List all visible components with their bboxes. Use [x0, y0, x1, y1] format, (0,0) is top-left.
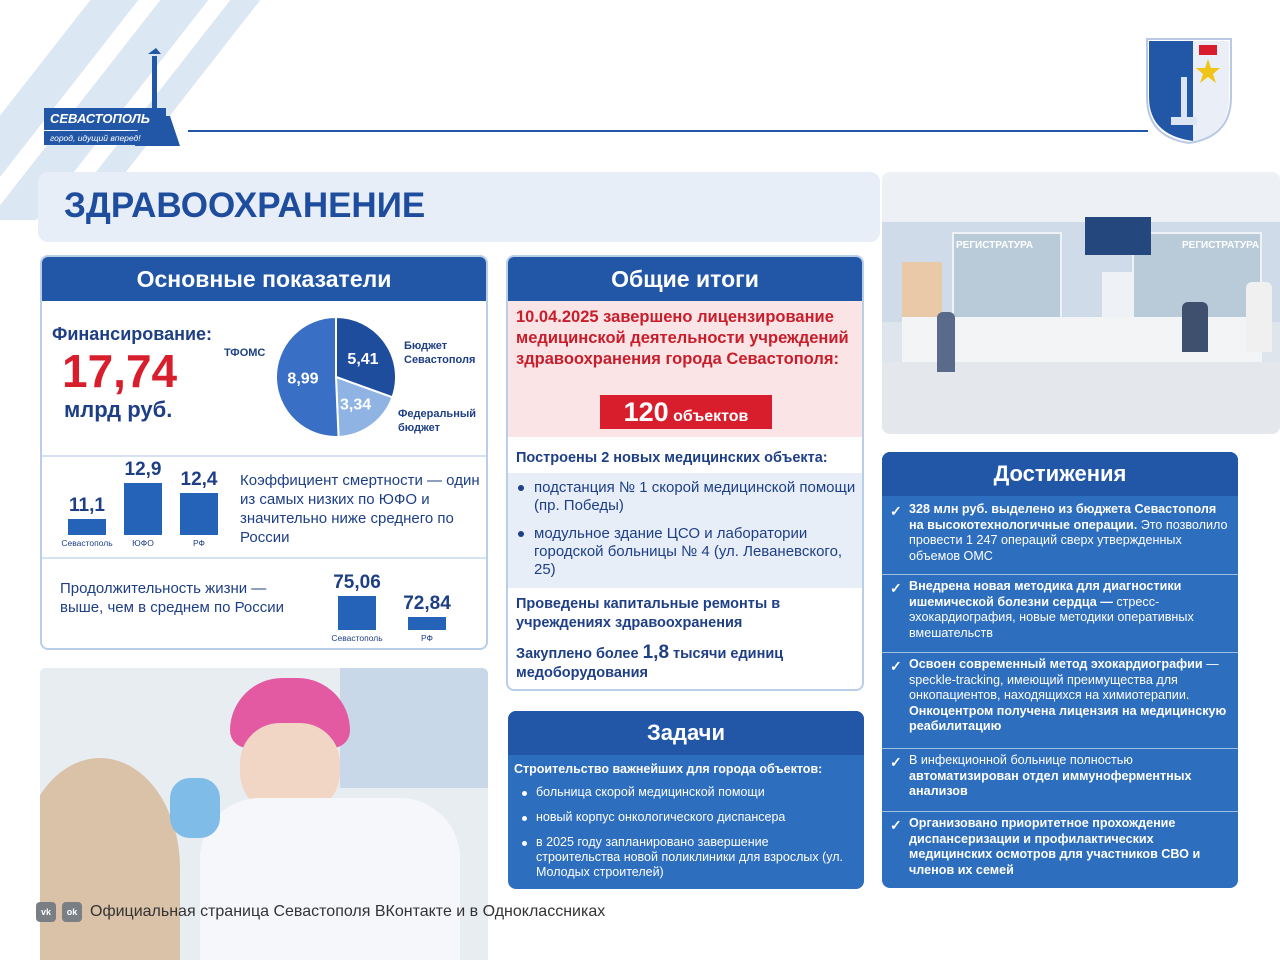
header-rule [188, 130, 1148, 132]
results-title: Общие итоги [508, 257, 862, 301]
coat-of-arms-icon [1143, 37, 1235, 145]
life-text: Продолжительность жизни — выше, чем в среднем по России [60, 580, 285, 616]
bar [408, 617, 446, 630]
tasks-title: Задачи [508, 711, 864, 755]
achievement-item: ✓ В инфекционной больнице полностью автоматизирован отдел иммуноферментных анализов [882, 748, 1238, 803]
registry-sign-right: РЕГИСТРАТУРА [1182, 240, 1260, 251]
pie-label-tfoms: ТФОМС [224, 347, 266, 359]
pie-value-label: 8,99 [287, 370, 319, 388]
check-icon: ✓ [890, 817, 902, 833]
achievement-item: ✓ Организовано приоритетное прохождение диспансеризации и профилактических медицинских осмотров для участников СВО и членов их семей [882, 811, 1238, 886]
check-icon: ✓ [890, 580, 902, 596]
objects-number: 120 [623, 397, 669, 427]
equipment-text: Закуплено более 1,8 тысячи единиц медоборудования [516, 642, 784, 681]
pie-value-label: 5,41 [347, 351, 379, 369]
logo-name: СЕВАСТОПОЛЬ [44, 108, 156, 130]
bullet-icon [518, 531, 524, 537]
bar [124, 483, 162, 535]
bar-value-label: 12,4 [180, 469, 218, 490]
task-item: больница скорой медицинской помощи [508, 785, 864, 805]
bar-category-label: Севастополь [331, 633, 383, 643]
check-icon: ✓ [890, 503, 902, 519]
coat-of-arms [1143, 37, 1235, 145]
page-title: ЗДРАВООХРАНЕНИЕ [64, 186, 426, 225]
objects-badge [600, 395, 772, 429]
bullet-icon [522, 816, 527, 821]
pie-label-budget: Бюджет Севастополя [404, 340, 476, 366]
indicators-title: Основные показатели [42, 257, 486, 301]
built-item: подстанция № 1 скорой медицинской помощи (пр. Победы) [518, 479, 858, 515]
task-item: новый корпус онкологического диспансера [508, 810, 864, 830]
ok-icon[interactable]: ok [62, 902, 82, 922]
check-icon: ✓ [890, 658, 902, 674]
bullet-icon [518, 485, 524, 491]
bar [68, 519, 106, 535]
built-list [508, 473, 862, 588]
bar-value-label: 11,1 [69, 495, 105, 516]
bar [180, 493, 218, 535]
objects-word: объектов [673, 408, 749, 425]
city-logo [40, 48, 185, 148]
registry-sign-left: РЕГИСТРАТУРА [956, 240, 1034, 251]
registry-photo [882, 172, 1280, 434]
bar-category-label: РФ [192, 538, 206, 548]
financing-unit: млрд руб. [64, 397, 173, 422]
licensing-text: 10.04.2025 завершено лицензирование медицинской деятельности учреждений здравоохранения города Севастополя: [516, 308, 849, 368]
bar [338, 596, 376, 630]
check-icon: ✓ [890, 754, 902, 770]
footer-text: Официальная страница Севастополя ВКонтакте и в Одноклассниках [90, 903, 606, 920]
tasks-subtitle: Строительство важнейших для города объектов: [514, 762, 823, 776]
funding-pie-chart [274, 315, 398, 439]
bar-value-label: 72,84 [403, 593, 451, 615]
life-expectancy-chart [322, 562, 482, 647]
pie-value-label: 3,34 [339, 396, 372, 414]
bullet-icon [522, 841, 527, 846]
built-title: Построены 2 новых медицинских объекта: [516, 450, 828, 466]
bar-value-label: 75,06 [333, 572, 381, 593]
divider [42, 557, 486, 559]
bar-category-label: Севастополь [61, 538, 113, 548]
task-item: в 2025 году запланировано завершение строительства новой поликлиники для взрослых (ул. Молодых строителей) [508, 835, 864, 885]
mortality-text: Коэффициент смертности — один из самых низких по ЮФО и значительно ниже среднего по России [240, 472, 480, 546]
vk-icon[interactable]: vk [36, 902, 56, 922]
achievement-item: ✓ Освоен современный метод эхокардиографии — speckle-tracking, имеющий преимущества для онкопациентов, находящихся на химиотерапии. Онкоцентром получена лицензия на медицинскую реабилитацию [882, 652, 1238, 742]
achievement-item: ✓ 328 млн руб. выделено из бюджета Севастополя на высокотехнологичные операции. Это позволило провести 1 247 операций сверх утвержденных объемов ОМС [890, 502, 1228, 563]
logo-slogan: город, идущий вперед! [44, 131, 156, 145]
mortality-chart [52, 457, 232, 557]
results-panel [506, 255, 864, 691]
bar-category-label: РФ [420, 633, 434, 643]
pie-label-federal: Федеральный бюджет [398, 408, 476, 434]
financing-value: 17,74 [62, 345, 178, 397]
indicators-panel [40, 255, 488, 650]
bullet-icon [522, 791, 527, 796]
financing-label: Финансирование: [52, 324, 213, 344]
achievements-title: Достижения [882, 452, 1238, 496]
bar-value-label: 12,9 [124, 459, 162, 480]
licensing-block [508, 301, 862, 437]
repairs-text: Проведены капитальные ремонты в учреждениях здравоохранения [516, 596, 781, 631]
equipment-number: 1,8 [642, 642, 670, 663]
achievement-item: ✓ Внедрена новая методика для диагностики ишемической болезни сердца — стресс-эхокардиография, новые методики оперативных вмешательств [882, 574, 1238, 644]
achievements-card [882, 452, 1238, 888]
tasks-card [508, 711, 864, 889]
bar-category-label: ЮФО [132, 538, 154, 548]
title-band [38, 172, 880, 242]
built-item: модульное здание ЦСО и лаборатории городской больницы № 4 (ул. Леваневского, 25) [518, 525, 858, 579]
